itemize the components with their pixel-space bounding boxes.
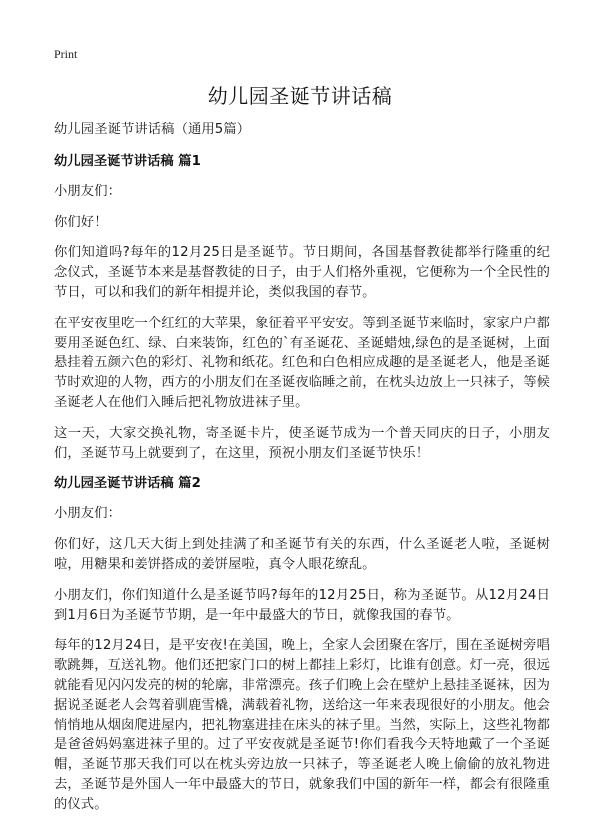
paragraph: 你们好！ <box>54 214 108 230</box>
section-1 <box>54 152 550 464</box>
paragraph: 在平安夜里吃一个红红的大苹果，象征着平平安安。等到圣诞节来临时，家家户户都要用圣诞色红、绿、白来装饰，红色的`有圣诞花、圣诞蜡烛,绿色的是圣诞树，上面悬挂着五颜六色的彩灯、礼物和纸花。红色和白色相应成趣的是圣诞老人，他是圣诞节时欢迎的人物，西方的小朋友们在圣诞夜临睡之前，在枕头边放上一只袜子，等候圣诞老人在他们入睡后把礼物放进袜子里。 <box>54 315 550 410</box>
paragraph: 每年的12月24日，是平安夜!在美国，晚上，全家人会团聚在客厅，围在圣诞树旁唱歌跳舞，互送礼物。他们还把家门口的树上都挂上彩灯，比谁有创意。灯一亮，很远就能看见闪闪发亮的树的轮廓，非常漂亮。孩子们晚上会在壁炉上悬挂圣诞袜，因为据说圣诞老人会驾着驯鹿雪橇，满载着礼物，送给这一年来表现很好的小朋友。他会悄悄地从烟囱爬进屋内，把礼物塞进挂在床头的袜子里。当然，实际上，这些礼物都是爸爸妈妈塞进袜子里的。过了平安夜就是圣诞节!你们看我今天特地戴了一个圣诞帽，圣诞节那天我们可以在枕头旁边放一只袜子，等圣诞老人晚上偷偷的放礼物进去，圣诞节是外国人一年中最盛大的节日，就象我们中国的新年一样，都会有很隆重的仪式。 <box>54 638 550 812</box>
paragraph: 小朋友们： <box>54 183 121 199</box>
print-link[interactable]: Print <box>54 47 78 61</box>
section-2 <box>54 474 550 814</box>
paragraph: 这一天，大家交换礼物，寄圣诞卡片，使圣诞节成为一个普天同庆的日子，小朋友们，圣诞节马上就要到了，在这里，预祝小朋友们圣诞节快乐！ <box>54 425 550 461</box>
paragraph: 小朋友们，你们知道什么是圣诞节吗?每年的12月25日，称为圣诞节。从12月24日到1月6日为圣诞节节期，是一年中最盛大的节日，就像我国的春节。 <box>54 587 550 623</box>
section-heading: 幼儿园圣诞节讲话稿 篇2 <box>54 476 201 492</box>
document-body <box>54 120 550 826</box>
paragraph: 你们好，这几天大街上到处挂满了和圣诞节有关的东西，什么圣诞老人啦，圣诞树啦，用糖果和姜饼搭成的姜饼屋啦，真令人眼花缭乱。 <box>54 537 550 572</box>
document-subtitle: 幼儿园圣诞节讲话稿（通用5篇） <box>54 122 251 137</box>
paragraph: 你们知道吗?每年的12月25日是圣诞节。节日期间，各国基督教徒都举行隆重的纪念仪式，圣诞节本来是基督教徒的日子，由于人们格外重视，它便称为一个全民性的节日，可以和我们的新年相提并论，类似我国的春节。 <box>54 245 550 300</box>
paragraph: 小朋友们： <box>54 506 121 522</box>
document-title: 幼儿园圣诞节讲话稿 <box>207 84 393 108</box>
section-heading: 幼儿园圣诞节讲话稿 篇1 <box>54 153 201 169</box>
